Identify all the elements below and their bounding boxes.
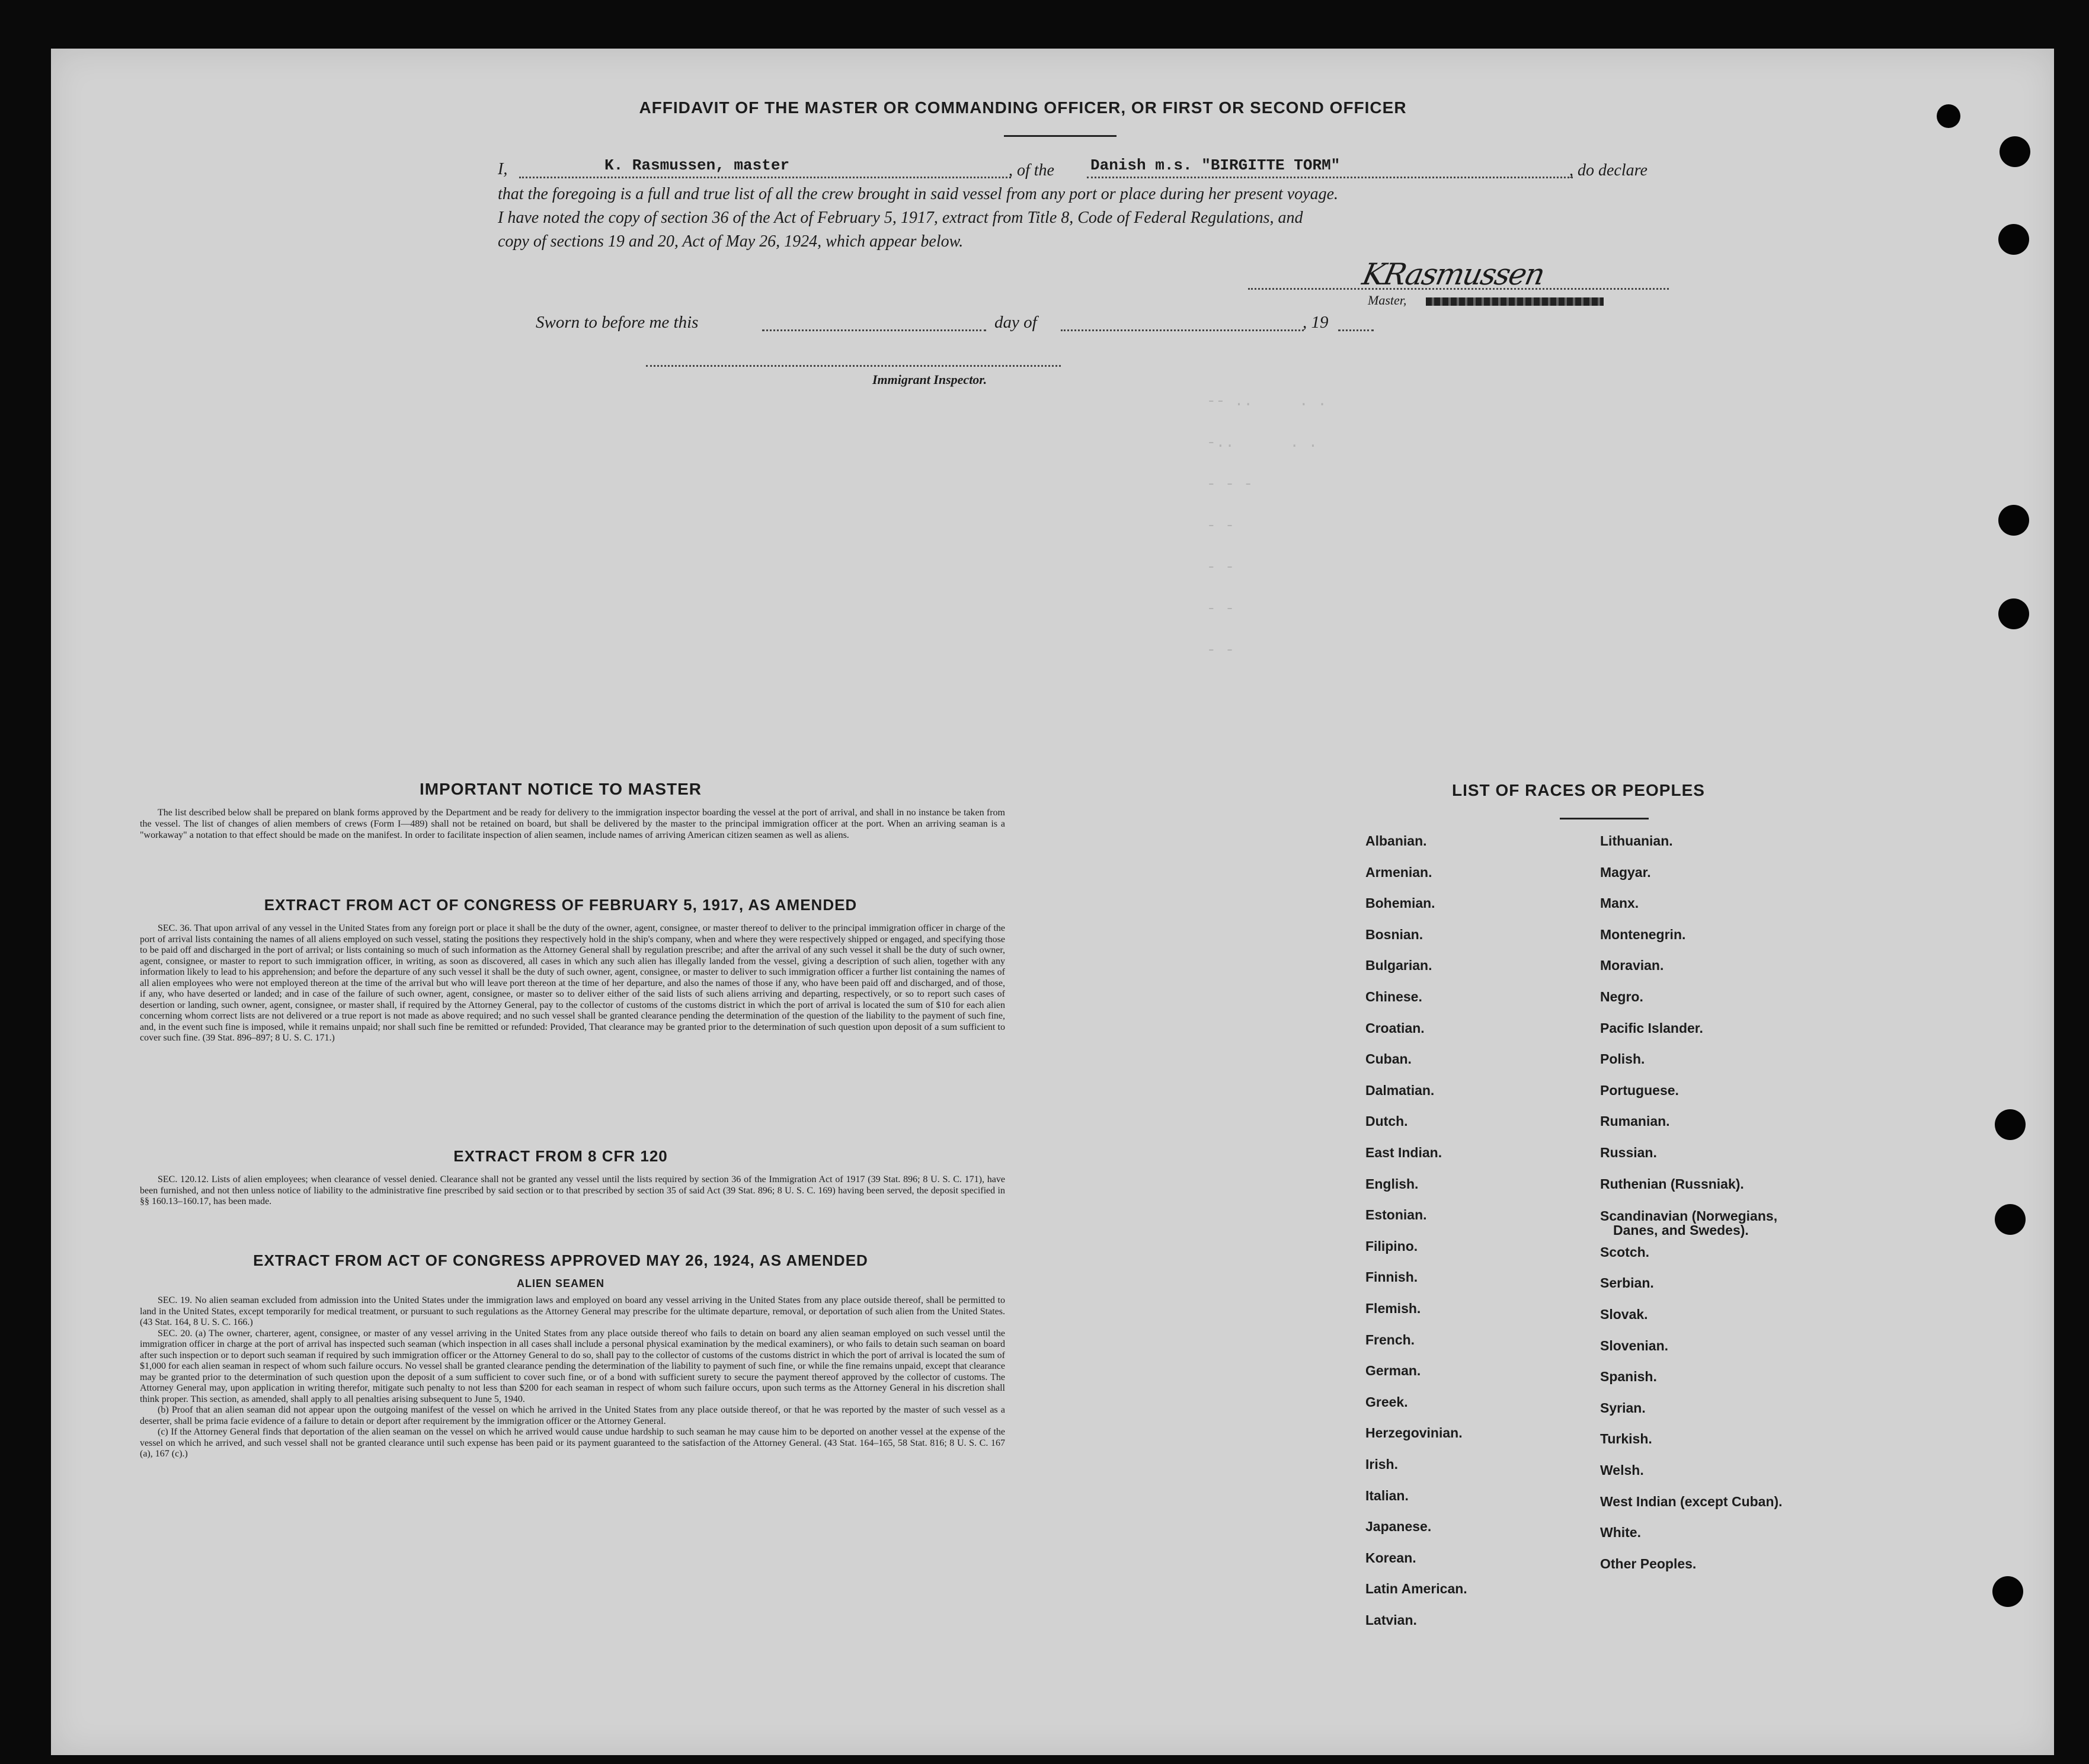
races-heading: LIST OF RACES OR PEOPLES	[1452, 781, 1705, 799]
race-item: Albanian.	[1365, 833, 1427, 849]
race-item: Bosnian.	[1365, 926, 1423, 942]
race-item: Rumanian.	[1600, 1113, 1670, 1129]
race-item: Other Peoples.	[1600, 1555, 1697, 1571]
race-item: Irish.	[1365, 1456, 1398, 1472]
race-item: Polish.	[1600, 1051, 1645, 1067]
punch-hole	[2000, 136, 2030, 167]
race-item: Estonian.	[1365, 1207, 1427, 1223]
race-item: Scandinavian (Norwegians,	[1600, 1208, 1778, 1224]
heading-rule	[1004, 135, 1117, 137]
extract-1924-body	[140, 1295, 1005, 1460]
vessel-underline	[1087, 177, 1573, 178]
affidavit-body-line4: copy of sections 19 and 20, Act of May 26, 1924, which appear below.	[498, 232, 964, 251]
extract-cfr-text: SEC. 120.12. Lists of alien employees; when clearance of vessel denied. Clearance shall not be granted any vessel until the lists required by section 36 of the Immigration Act of 1917 (39 Stat. 896; 8 U. S. C. 171), have been furnished, and not then unless notice of liability to the administrative fine prescribed by said section or to that prescribed by section 35 of said Act (39 Stat. 896; 8 U. S. C. 169) having been served, the deposit specified in §§ 160.13–160.17, has been made.	[140, 1174, 1005, 1206]
race-item: Welsh.	[1600, 1462, 1644, 1478]
race-item: German.	[1365, 1363, 1421, 1379]
race-item: Bulgarian.	[1365, 958, 1432, 974]
race-item: Dutch.	[1365, 1113, 1408, 1129]
race-item: Scotch.	[1600, 1244, 1650, 1260]
of-the-label: , of the	[1009, 161, 1054, 180]
race-item: Bohemian.	[1365, 895, 1435, 911]
race-item: East Indian.	[1365, 1145, 1442, 1160]
notice-heading: IMPORTANT NOTICE TO MASTER	[419, 780, 702, 798]
vessel-name[interactable]: Danish m.s. "BIRGITTE TORM"	[1090, 156, 1341, 174]
extract-1917-text: SEC. 36. That upon arrival of any vessel in the United States from any foreign port or place it shall be the duty of the owner, agent, consignee, or master thereof to deliver to the principal immigration officer in charge of the port of arrival lists containing the names of all aliens employed on such vessel, stating the positions they respectively hold in the ship's company, when and where they were respectively shipped or engaged, and specifying those to be paid off and discharged in the port of arrival; or lists containing so much of such information as the Attorney General shall by regulation prescribe; and after the arrival of any such vessel it shall be the duty of such owner, agent, consignee, or master to report to such immigration officer, in writing, as soon as discovered, all cases in which any such alien has illegally landed from the vessel, giving a description of such alien, together with any information likely to lead to his apprehension; and before the departure of any such vessel it shall be the duty of such owner, agent, consignee, or master to deliver to such immigration officer a further list containing the names of all alien employees who were not employed thereon at the time of the arrival but who will leave port thereon at the time of her departure, and also the names of those if any, who have been paid off and discharged, and of those, if any, who have deserted or landed; and in case of the failure of such owner, agent, consignee, or master so to deliver either of the said lists of such aliens arriving and departing, respectively, or so to report such cases of desertion or landing, such owner, agent, consignee, or master shall, if required by the Attorney General, pay to the collector of customs of the customs district in which the port of arrival is located the sum of $10 for each alien concerning whom correct lists are not delivered or a true report is not made as above required; and no such vessel shall be granted clearance pending the determination of the question of the liability to the payment of such fine, and, in the event such fine is imposed, while it remains unpaid; nor shall such fine be remitted or refunded: Provided, That clearance may be granted prior to the determination of such question upon deposit of a sum sufficient to cover such fine. (39 Stat. 896–897; 8 U. S. C. 171.)	[140, 923, 1005, 1043]
do-declare-label: , do declare	[1569, 161, 1647, 180]
race-item: Spanish.	[1600, 1369, 1657, 1385]
race-item: Chinese.	[1365, 989, 1422, 1004]
race-item: Ruthenian (Russniak).	[1600, 1176, 1744, 1192]
race-item: Lithuanian.	[1600, 833, 1673, 849]
race-item: Dalmatian.	[1365, 1082, 1435, 1098]
race-item: Japanese.	[1365, 1519, 1432, 1535]
race-item: Syrian.	[1600, 1400, 1646, 1416]
inspector-label: Immigrant Inspector.	[872, 372, 987, 387]
signature-line	[1248, 288, 1669, 290]
year-blank[interactable]	[1338, 329, 1374, 331]
sec-20a-text: SEC. 20. (a) The owner, charterer, agent, consignee, or master of any vessel arriving in the United States from any place outside thereof who fails to detain on board any alien seaman employed on such vessel until the immigration officer in charge at the port of arrival has inspected such seaman (which inspection in all cases shall include a personal physical examination by the medical examiners), or who fails to detain such seaman on board after such inspection or to deport such seaman if required by such immigration officer or the Attorney General to do so, shall pay to the collector of customs of the customs district in which the port of arrival is located the sum of $1,000 for each alien seaman in respect of whom such failure occurs. No vessel shall be granted clearance pending the determination of the liability to payment of such fine, or while the fine remains unpaid, except that clearance may be granted prior to the determination of such question upon the deposit of a sum sufficient to cover such fine, or of a bond with sufficient surety to secure the payment thereof approved by the collector of customs. The Attorney General may, upon application in writing therefor, mitigate such penalty to not less than $200 for each seaman in respect of whom such failure occurs, upon such terms as the Attorney General in his discretion shall think proper. This section, as amended, shall apply to all penalties arising subsequent to June 5, 1940.	[140, 1328, 1005, 1404]
sec-20c-text: (c) If the Attorney General finds that deportation of the alien seaman on the vessel on which he arrived would cause undue hardship to such seaman he may cause him to be deported on another vessel at the expense of the vessel on which he arrived, and such vessel shall not be granted clearance until such expense has been paid or its payment guaranteed to the satisfaction of the Attorney General. (43 Stat. 164–165, 58 Stat. 816; 8 U. S. C. 167 (a), 167 (c).)	[140, 1427, 1005, 1459]
race-item: Latin American.	[1365, 1581, 1467, 1597]
master-label: Master,	[1368, 293, 1407, 308]
extract-1917-heading: EXTRACT FROM ACT OF CONGRESS OF FEBRUARY 5, 1917, AS AMENDED	[264, 896, 858, 914]
sworn-date-blank[interactable]	[762, 329, 986, 331]
punch-hole	[1995, 1204, 2026, 1235]
race-item: White.	[1600, 1525, 1641, 1541]
sworn-label: Sworn to before me this	[536, 313, 699, 332]
races-rule	[1560, 818, 1649, 819]
alien-seamen-subheading: ALIEN SEAMEN	[516, 1278, 604, 1289]
race-item: Croatian.	[1365, 1020, 1425, 1036]
race-item: Moravian.	[1600, 958, 1664, 974]
officer-name-underline	[519, 177, 1011, 178]
race-item: Slovak.	[1600, 1307, 1648, 1322]
extract-cfr-heading: EXTRACT FROM 8 CFR 120	[453, 1147, 668, 1165]
race-item: Pacific Islander.	[1600, 1020, 1703, 1036]
race-item: Italian.	[1365, 1487, 1409, 1503]
officer-name[interactable]: K. Rasmussen, master	[604, 156, 790, 174]
race-item: Cuban.	[1365, 1051, 1412, 1067]
bleed-through-marks: -- .. . . -.. . . - - - - - - - - - - -	[1207, 392, 1327, 659]
punch-hole	[1998, 224, 2029, 255]
race-item: Armenian.	[1365, 864, 1432, 880]
race-item: Greek.	[1365, 1394, 1408, 1410]
notice-text: The list described below shall be prepared on blank forms approved by the Department and be ready for delivery to the immigration inspector boarding the vessel at the port of arrival, and shall in no instance be taken from the vessel. The list of changes of alien members of crews (Form I—489) shall not be retained on board, but shall be delivered by the master to the principal immigration officer at the port. When an arriving seaman is a "workaway" a notation to that effect should be made on the manifest. In order to facilitate inspection of alien seamen, include names of arriving American citizen seamen as well as aliens.	[140, 808, 1005, 840]
race-item: Flemish.	[1365, 1301, 1421, 1316]
race-item: Danes, and Swedes).	[1613, 1222, 1749, 1238]
sec-19-text: SEC. 19. No alien seaman excluded from admission into the United States under the immigration laws and employed on board any vessel arriving in the United States from any place outside thereof, shall be permitted to land in the United States, except temporarily for medical treatment, or pursuant to such regulations as the Attorney General may prescribe for the ultimate departure, removal, or deportation of such alien from the United States. (43 Stat. 164, 8 U. S. C. 166.)	[140, 1295, 1005, 1327]
sec-20b-text: (b) Proof that an alien seaman did not appear upon the outgoing manifest of the vessel on which he arrived in the United States from any place outside thereof, or that he was reported by the master of such vessel as a deserter, shall be prima facie evidence of a failure to detain or deport after requirement by the immigration officer or the Attorney General.	[140, 1405, 1005, 1426]
race-item: English.	[1365, 1176, 1419, 1192]
race-item: Herzegovinian.	[1365, 1425, 1463, 1441]
race-item: Portuguese.	[1600, 1082, 1679, 1098]
race-item: Montenegrin.	[1600, 926, 1686, 942]
race-item: Turkish.	[1600, 1431, 1652, 1447]
affidavit-heading: AFFIDAVIT OF THE MASTER OR COMMANDING OFFICER, OR FIRST OR SECOND OFFICER	[639, 98, 1407, 117]
extract-1924-heading: EXTRACT FROM ACT OF CONGRESS APPROVED MAY 26, 1924, AS AMENDED	[253, 1251, 868, 1269]
punch-hole	[1995, 1109, 2026, 1140]
day-of-label: day of	[994, 313, 1037, 332]
punch-hole	[1992, 1576, 2023, 1607]
punch-hole	[1998, 505, 2029, 536]
race-item: Latvian.	[1365, 1612, 1417, 1628]
affidavit-body-line2: that the foregoing is a full and true list of all the crew brought in said vessel from any port or place during her present voyage.	[498, 185, 1339, 203]
race-item: French.	[1365, 1331, 1415, 1347]
race-item: Magyar.	[1600, 864, 1651, 880]
race-item: Manx.	[1600, 895, 1639, 911]
race-item: Korean.	[1365, 1549, 1416, 1565]
race-item: Slovenian.	[1600, 1337, 1669, 1353]
i-label: I,	[498, 160, 508, 178]
master-signature: KRasmussen	[1359, 257, 1547, 292]
document-sheet	[51, 49, 2054, 1755]
race-item: West Indian (except Cuban).	[1600, 1493, 1783, 1509]
race-item: Finnish.	[1365, 1269, 1418, 1285]
struck-out-title	[1426, 297, 1604, 306]
year-label: , 19	[1303, 313, 1329, 332]
punch-hole	[1998, 598, 2029, 629]
inspector-signature-line[interactable]	[646, 365, 1061, 367]
race-item: Russian.	[1600, 1145, 1657, 1160]
month-blank[interactable]	[1061, 329, 1304, 331]
race-item: Negro.	[1600, 989, 1643, 1004]
affidavit-body-line3: I have noted the copy of section 36 of the Act of February 5, 1917, extract from Title 8, Code of Federal Regulations, and	[498, 209, 1303, 227]
race-item: Filipino.	[1365, 1238, 1418, 1254]
race-item: Serbian.	[1600, 1275, 1654, 1291]
